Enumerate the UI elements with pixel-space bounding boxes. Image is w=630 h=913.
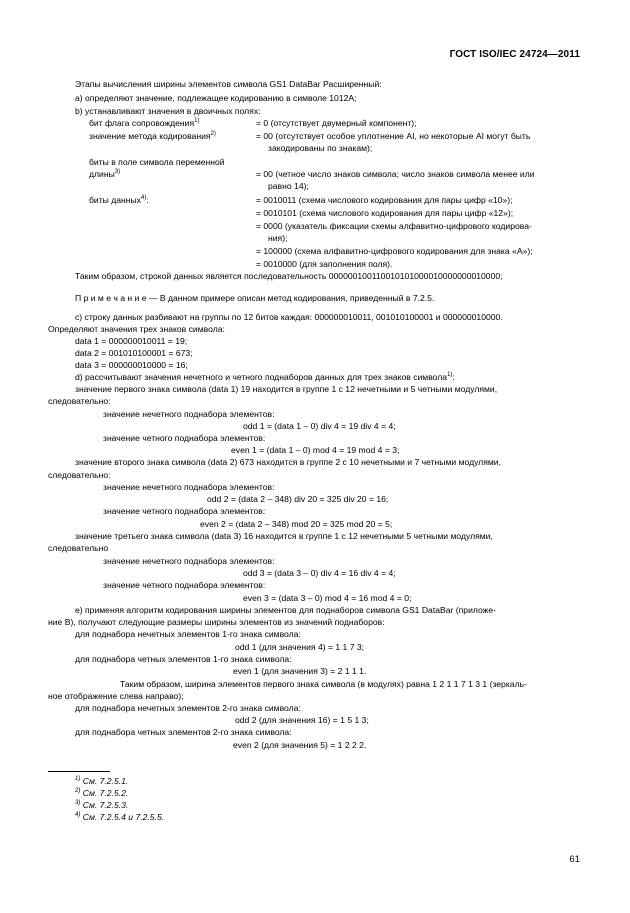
flag-value: = 0 (отсутствует двумерный компонент); <box>256 118 417 128</box>
widths1-even-label: для поднабора четных элементов 1-го знака символа: <box>75 654 292 664</box>
data-bits-value-6: = 0010000 (для заполнения поля). <box>256 259 393 269</box>
widths1-even-value: even 1 (для значения 3) = 2 1 1 1. <box>233 666 367 676</box>
data-sequence: Таким образом, строкой данных является последовательность 000000100110010101000010000000010000; <box>75 271 503 281</box>
page-number: 61 <box>569 854 580 865</box>
widths2-even-label: для поднабора четных элементов 2-го знака символа: <box>75 727 292 737</box>
document-header-title: ГОСТ ISO/IEC 24724—2011 <box>449 49 580 60</box>
footnote-1: $^{1)}$ См. 7.2.5.1. <box>75 776 129 786</box>
char1-line1: значение первого знака символа (data 1) 19 находится в группе 1 с 12 нечетными и 5 четными модулями, <box>75 384 498 394</box>
step-c-line2: Определяют значения трех знаков символа: <box>48 324 225 334</box>
data-bits-value-4: ния); <box>268 233 288 243</box>
char2-even-label: значение четного поднабора элементов: <box>103 506 266 516</box>
data-bits-label: биты данных$^{4)}$: <box>89 195 149 205</box>
char1-odd-formula: odd 1 = (data 1 – 0) div 4 = 19 div 4 = 4; <box>243 421 396 431</box>
char1-even-label: значение четного поднабора элементов: <box>103 433 266 443</box>
note: П р и м е ч а н и е — В данном примере описан метод кодирования, приведенный в 7.2.5. <box>75 293 435 303</box>
method-value-line2: закодированы по знакам); <box>268 143 373 153</box>
footnote-ref-1b: 1) <box>447 372 453 379</box>
char3-even-formula: even 3 = (data 3 – 0) mod 4 = 16 mod 4 = 0; <box>243 593 412 603</box>
footnote-3: $^{3)}$ См. 7.2.5.3. <box>75 800 129 810</box>
data-bits-value-3: = 0000 (указатель фиксации схемы алфавитно-цифрового кодирова- <box>256 221 532 231</box>
data2-value: data 2 = 001010100001 = 673; <box>75 348 193 358</box>
char3-line2: следовательно <box>48 543 109 553</box>
footnote-2: $^{2)}$ См. 7.2.5.2. <box>75 788 129 798</box>
widths2-even-value: even 2 (для значения 5) = 1 2 2 2. <box>233 740 367 750</box>
char2-even-formula: even 2 = (data 2 – 348) mod 20 = 325 mod 20 = 5; <box>200 519 393 529</box>
widths1-summary-line2: ное отображение слева направо); <box>48 691 184 701</box>
varlen-label-line2: длины$^{3)}$ <box>89 169 121 179</box>
step-c-line1: с) строку данных разбивают на группы по 12 битов каждая: 000000010011, 001010100001 и 000000010000. <box>75 312 503 322</box>
footnote-ref-3: 3) <box>114 169 121 176</box>
footnote-divider <box>48 771 110 772</box>
varlen-value-line1: = 00 (четное число знаков символа; число знаков символа менее или <box>256 169 535 179</box>
method-value-line1: = 00 (отсутствует особое уплотнение AI, но некоторые AI могут быть <box>256 131 531 141</box>
footnote-4: $^{4)}$ См. 7.2.5.4 и 7.2.5.5. <box>75 812 165 822</box>
widths2-odd-value: odd 2 (для значения 16) = 1 5 1 3; <box>235 715 369 725</box>
char2-line2: следовательно: <box>48 470 111 480</box>
char2-line1: значение второго знака символа (data 2) 673 находится в группе 2 с 10 нечетными и 7 четными модулями, <box>75 457 501 467</box>
data-bits-value-2: = 0010101 (схема числового кодирования для пары цифр «12»); <box>256 208 514 218</box>
data-bits-value-5: = 100000 (схема алфавитно-цифрового кодирования для знака «А»); <box>256 246 533 256</box>
step-b: b) устанавливают значения в двоичных полях: <box>75 106 261 116</box>
data-bits-value-1: = 0010011 (схема числового кодирования для пары цифр «10»); <box>256 195 513 205</box>
char1-line2: следовательно: <box>48 396 111 406</box>
widths2-odd-label: для поднабора нечетных элементов 2-го знака символа: <box>75 703 301 713</box>
footnote-ref-1: 1) <box>194 118 200 125</box>
char3-even-label: значение четного поднабора элементов: <box>103 580 266 590</box>
varlen-label-line1: биты в поле символа переменной <box>89 157 225 167</box>
intro-text: Этапы вычисления ширины элементов символа GS1 DataBar Расширенный: <box>75 79 382 89</box>
widths1-odd-label: для поднабора нечетных элементов 1-го знака символа: <box>75 629 301 639</box>
footnote-ref-2: 2) <box>210 131 216 138</box>
char3-odd-formula: odd 3 = (data 3 – 0) div 4 = 16 div 4 = 4; <box>243 568 396 578</box>
char1-even-formula: even 1 = (data 1 – 0) mod 4 = 19 mod 4 = 3; <box>231 445 400 455</box>
char2-odd-label: значение нечетного поднабора элементов: <box>103 482 275 492</box>
widths1-summary-line1: Таким образом, ширина элементов первого знака символа (в модулях) равна 1 2 1 1 7 1 3 1 (зеркаль- <box>120 679 527 689</box>
char2-odd-formula: odd 2 = (data 2 – 348) div 20 = 325 div 20 = 16; <box>207 494 389 504</box>
method-label: значение метода кодирования$^{2)}$ <box>89 131 216 141</box>
char3-odd-label: значение нечетного поднабора элементов: <box>103 556 275 566</box>
widths1-odd-value: odd 1 (для значения 4) = 1 1 7 3; <box>235 642 365 652</box>
step-a: а) определяют значение, подлежащее кодированию в символе 1012А; <box>75 93 357 103</box>
varlen-value-line2: равно 14); <box>268 181 309 191</box>
footnote-ref-4: 4) <box>140 195 147 202</box>
data3-value: data 3 = 000000010000 = 16; <box>75 360 188 370</box>
flag-label: бит флага сопровождения$^{1)}$ <box>89 118 200 128</box>
step-e-line2: ние В), получают следующие размеры ширины элементов из значений поднаборов: <box>48 617 385 627</box>
data1-value: data 1 = 000000010011 = 19; <box>75 336 188 346</box>
step-e-line1: е) применяя алгоритм кодирования ширины элементов для поднаборов символа GS1 DataBar (приложе- <box>75 605 497 615</box>
step-d: d) рассчитывают значения нечетного и четного поднаборов данных для трех знаков символа$^{1)}$: <box>75 372 455 382</box>
char1-odd-label: значение нечетного поднабора элементов: <box>103 409 275 419</box>
char3-line1: значение третьего знака символа (data 3) 16 находится в группе 1 с 12 нечетными 5 четными модулями, <box>75 531 493 541</box>
